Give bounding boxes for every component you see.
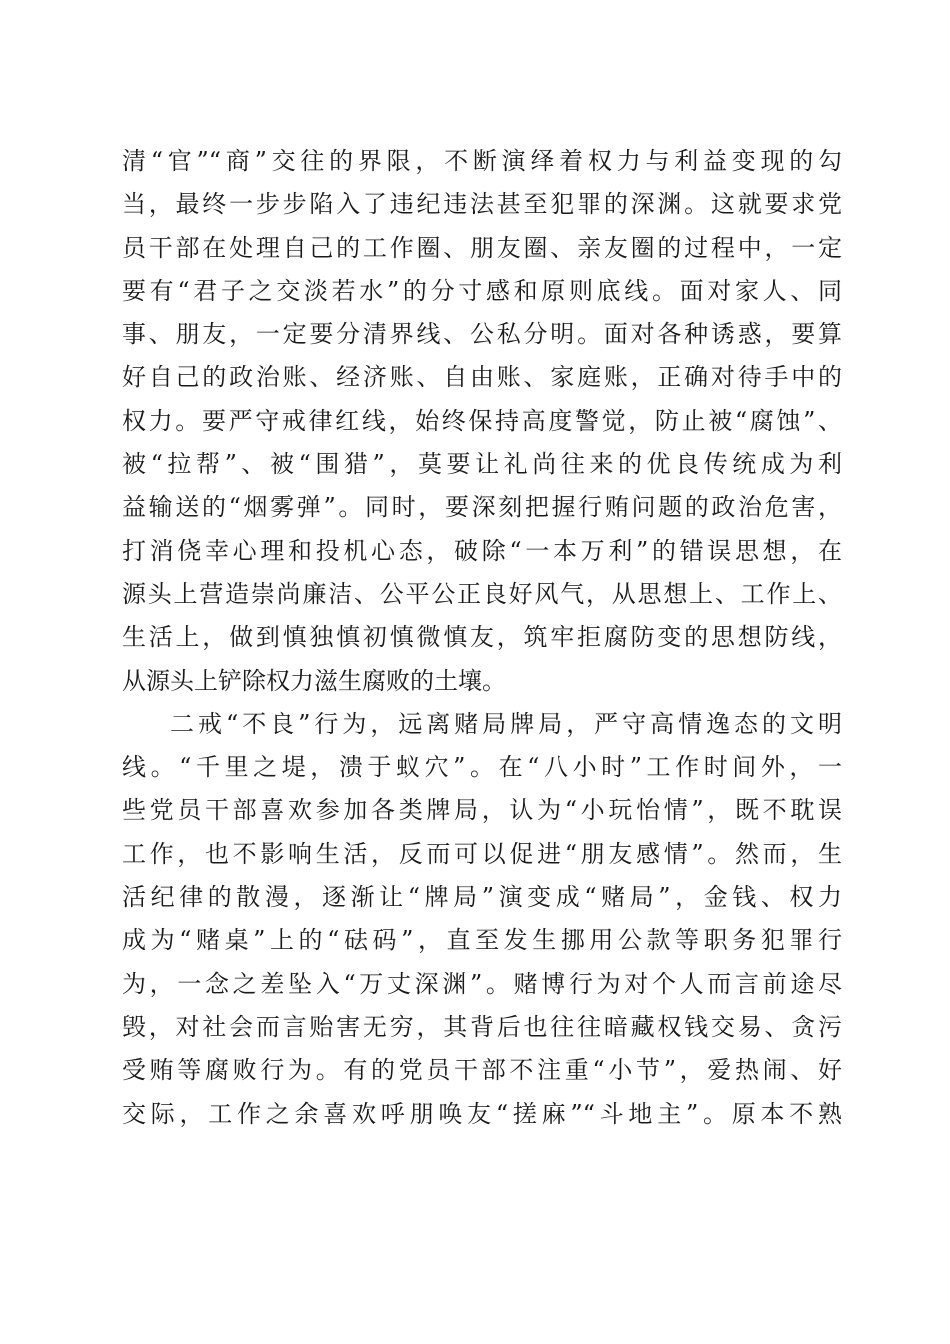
text-line: 清“官”“商”交往的界限，不断演绎着权力与利益变现的勾 bbox=[122, 147, 842, 175]
text-line: 受贿等腐败行为。有的党员干部不注重“小节”，爱热闹、好 bbox=[122, 1056, 842, 1085]
text-line: 毁，对社会而言贻害无穷，其背后也往往暗藏权钱交易、贪污 bbox=[122, 1012, 842, 1041]
text-line: 生活上，做到慎独慎初慎微慎友，筑牢拒腐防变的思想防线， bbox=[122, 623, 842, 652]
text-line: 工作，也不影响生活，反而可以促进“朋友感情”。然而，生 bbox=[122, 839, 842, 868]
text-line: 打消侥幸心理和投机心态，破除“一本万利”的错误思想，在 bbox=[122, 536, 842, 565]
paragraph-end-line: 从源头上铲除权力滋生腐败的土壤。 bbox=[122, 666, 506, 695]
text-line: 当，最终一步步陷入了违纪违法甚至犯罪的深渊。这就要求党 bbox=[122, 190, 842, 219]
text-line: 源头上营造崇尚廉洁、公平公正良好风气，从思想上、工作上、 bbox=[122, 579, 842, 608]
text-line: 好自己的政治账、经济账、自由账、家庭账，正确对待手中的 bbox=[122, 363, 842, 392]
text-line: 成为“赌桌”上的“砝码”，直至发生挪用公款等职务犯罪行 bbox=[122, 926, 842, 955]
text-line: 权力。要严守戒律红线，始终保持高度警觉，防止被“腐蚀”、 bbox=[122, 406, 842, 435]
text-line: 为，一念之差坠入“万丈深渊”。赌博行为对个人而言前途尽 bbox=[122, 969, 842, 998]
text-line: 交际，工作之余喜欢呼朋唤友“搓麻”“斗地主”。原本不熟 bbox=[122, 1099, 842, 1128]
text-line: 被“拉帮”、被“围猎”，莫要让礼尚往来的优良传统成为利 bbox=[122, 450, 842, 479]
paragraph-start-line: 二戒“不良”行为，远离赌局牌局，严守高情逸态的文明 bbox=[170, 709, 842, 738]
text-line: 些党员干部喜欢参加各类牌局，认为“小玩怡情”，既不耽误 bbox=[122, 796, 842, 825]
text-line: 线。“千里之堤，溃于蚁穴”。在“八小时”工作时间外，一 bbox=[122, 753, 842, 782]
text-line: 要有“君子之交淡若水”的分寸感和原则底线。面对家人、同 bbox=[122, 276, 842, 305]
text-line: 事、朋友，一定要分清界线、公私分明。面对各种诱惑，要算 bbox=[122, 320, 842, 349]
text-line: 员干部在处理自己的工作圈、朋友圈、亲友圈的过程中，一定 bbox=[122, 233, 842, 262]
body-text bbox=[122, 140, 842, 1136]
text-line: 活纪律的散漫，逐渐让“牌局”演变成“赌局”，金钱、权力 bbox=[122, 883, 842, 912]
text-line: 益输送的“烟雾弹”。同时，要深刻把握行贿问题的政治危害， bbox=[122, 493, 842, 522]
